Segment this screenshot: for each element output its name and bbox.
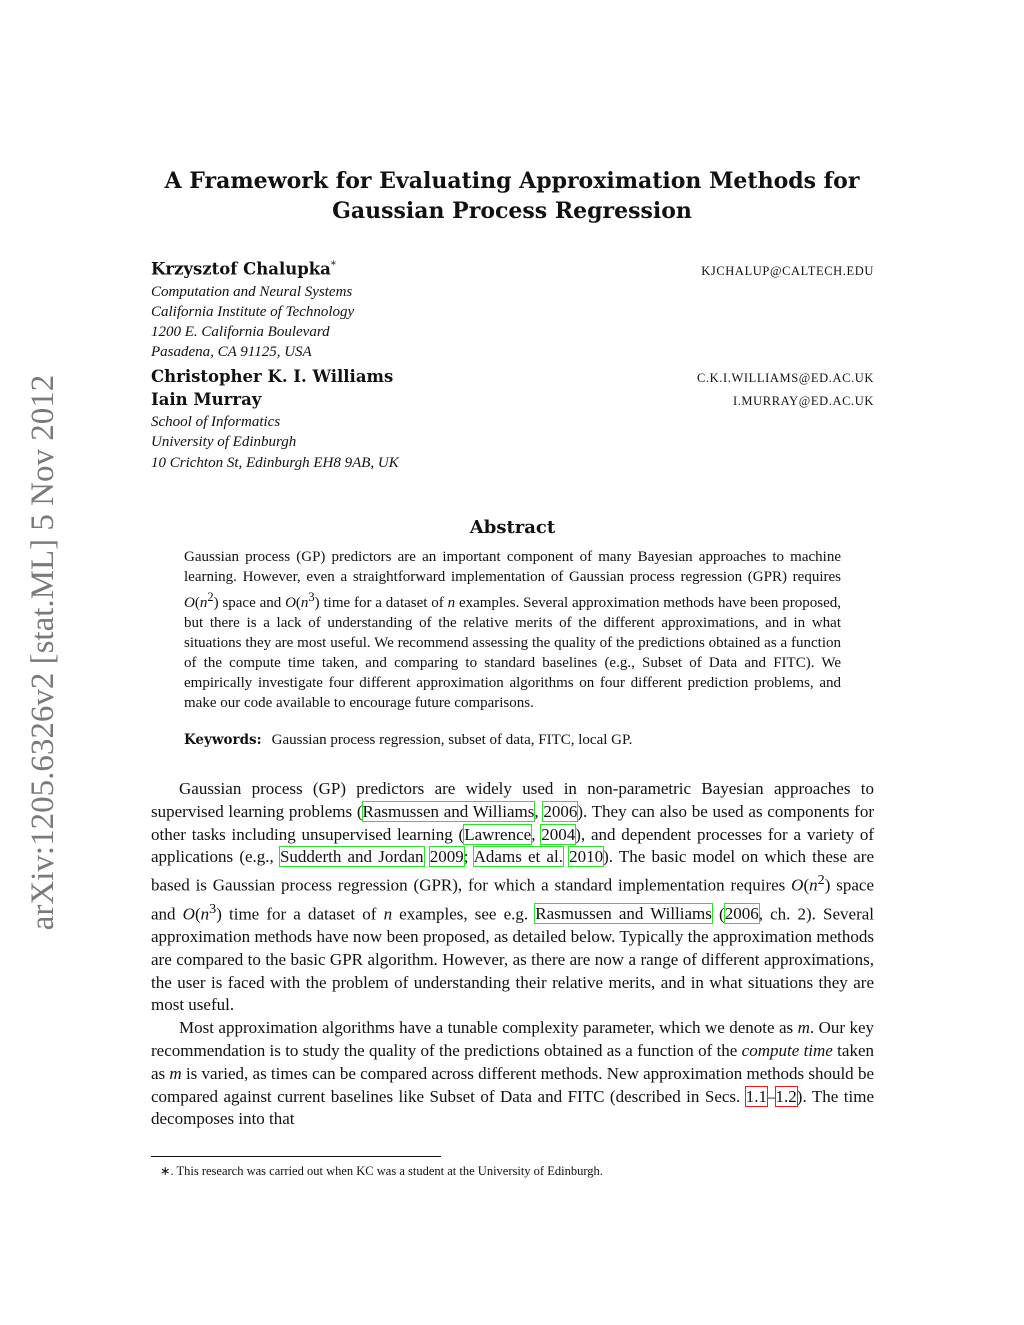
arxiv-side-label: arXiv:1205.6326v2 [stat.ML] 5 Nov 2012 bbox=[25, 374, 62, 930]
citation-link[interactable]: 2006 bbox=[543, 801, 578, 821]
citation-link[interactable]: 2009 bbox=[429, 847, 464, 867]
paragraph: Most approximation algorithms have a tunable complexity parameter, which we denote as m. Our key recommendation is to study the quality of the predictions obtained as a function of the compute time taken as m is varied, as times can be compared across different methods. New approximation methods should be compared against current baselines like Subset of Data and FITC (described in Secs. 1.1–1.2). The time decomposes into that bbox=[151, 1018, 875, 1129]
citation-link[interactable]: 2004 bbox=[541, 824, 576, 844]
author-affiliation: 1200 E. California Boulevard bbox=[151, 324, 330, 341]
citation-link[interactable]: 2010 bbox=[569, 847, 604, 867]
citation-link[interactable]: Rasmussen and Williams bbox=[535, 904, 712, 924]
footnote-rule bbox=[151, 1156, 441, 1157]
author-affiliation: University of Edinburgh bbox=[151, 434, 297, 451]
abstract-text: Gaussian process (GP) predictors are an important component of many Bayesian approaches to machine learning. However, even a straightforward implementation of Gaussian process regression (GPR) requires $O(n^2)$ space and $O(n^3)$ time for a dataset of n examples. Several approximation methods have been proposed, but there is a lack of understanding of the relative merits of the different approximations, and in what situations they are most useful. We recommend assessing the quality of the predictions obtained as a function of the compute time taken, and comparing to standard baselines (e.g., Subset of Data and FITC). We empirically investigate four different approximation algorithms on four different prediction problems, and make our code available to encourage future comparisons. bbox=[184, 549, 841, 711]
paper-title: A Framework for Evaluating Approximation Methods for Gaussian Process Regression bbox=[164, 168, 860, 224]
section-link[interactable]: 1.2 bbox=[775, 1086, 797, 1106]
author-affiliation: 10 Crichton St, Edinburgh EH8 9AB, UK bbox=[151, 454, 399, 471]
author-name: Christopher K. I. Williams bbox=[151, 367, 394, 386]
author-email[interactable]: KJCHALUP@CALTECH.EDU bbox=[701, 263, 874, 278]
abstract-heading: Abstract bbox=[469, 517, 556, 538]
author-email[interactable]: I.MURRAY@ED.AC.UK bbox=[732, 394, 874, 408]
author-name: Iain Murray bbox=[151, 390, 262, 409]
citation-link[interactable]: Rasmussen and Williams bbox=[362, 801, 535, 821]
citation-link[interactable]: Sudderth and Jordan bbox=[279, 847, 424, 867]
author-affiliation: Computation and Neural Systems bbox=[151, 283, 353, 300]
citation-link[interactable]: Adams et al. bbox=[473, 847, 563, 867]
author-block-1 bbox=[151, 255, 874, 363]
author-affiliation: Pasadena, CA 91125, USA bbox=[151, 344, 312, 361]
paragraph: Gaussian process (GP) predictors are widely used in non-parametric Bayesian approaches to supervised learning problems (Rasmussen and Williams, 2006). They can also be used as components for other tasks including unsupervised learning (Lawrence, 2004), and dependent processes for a variety of applications (e.g., Sudderth and Jordan 2009; Adams et al. 2010). The basic model on which these are based is Gaussian process regression (GPR), for which a standard implementation requires $O(n^2)$ space and $O(n^3)$ time for a dataset of n examples, see e.g. Rasmussen and Williams (2006, ch. 2). Several approximation methods have now been proposed, as detailed below. Typically the approximation methods are compared to the basic GPR algorithm. However, as there are now a range of different approximations, the user is faced with the problem of understanding their relative merits, and in what situations they are most useful. bbox=[151, 779, 875, 1015]
section-link[interactable]: 1.1 bbox=[745, 1086, 768, 1106]
body-text bbox=[151, 778, 874, 1131]
author-block-2 bbox=[151, 366, 874, 473]
citation-link[interactable]: 2006 bbox=[724, 904, 759, 924]
author-affiliation: California Institute of Technology bbox=[151, 303, 355, 320]
author-email[interactable]: C.K.I.WILLIAMS@ED.AC.UK bbox=[696, 371, 874, 385]
author-name: Krzysztof Chalupka* bbox=[151, 259, 336, 279]
author-affiliation: School of Informatics bbox=[151, 414, 281, 430]
keywords: Keywords: Gaussian process regression, subset of data, FITC, local GP. bbox=[184, 732, 633, 748]
citation-link[interactable]: Lawrence bbox=[464, 824, 532, 844]
footnote: ∗. This research was carried out when KC was a student at the University of Edinburgh. bbox=[160, 1164, 603, 1178]
